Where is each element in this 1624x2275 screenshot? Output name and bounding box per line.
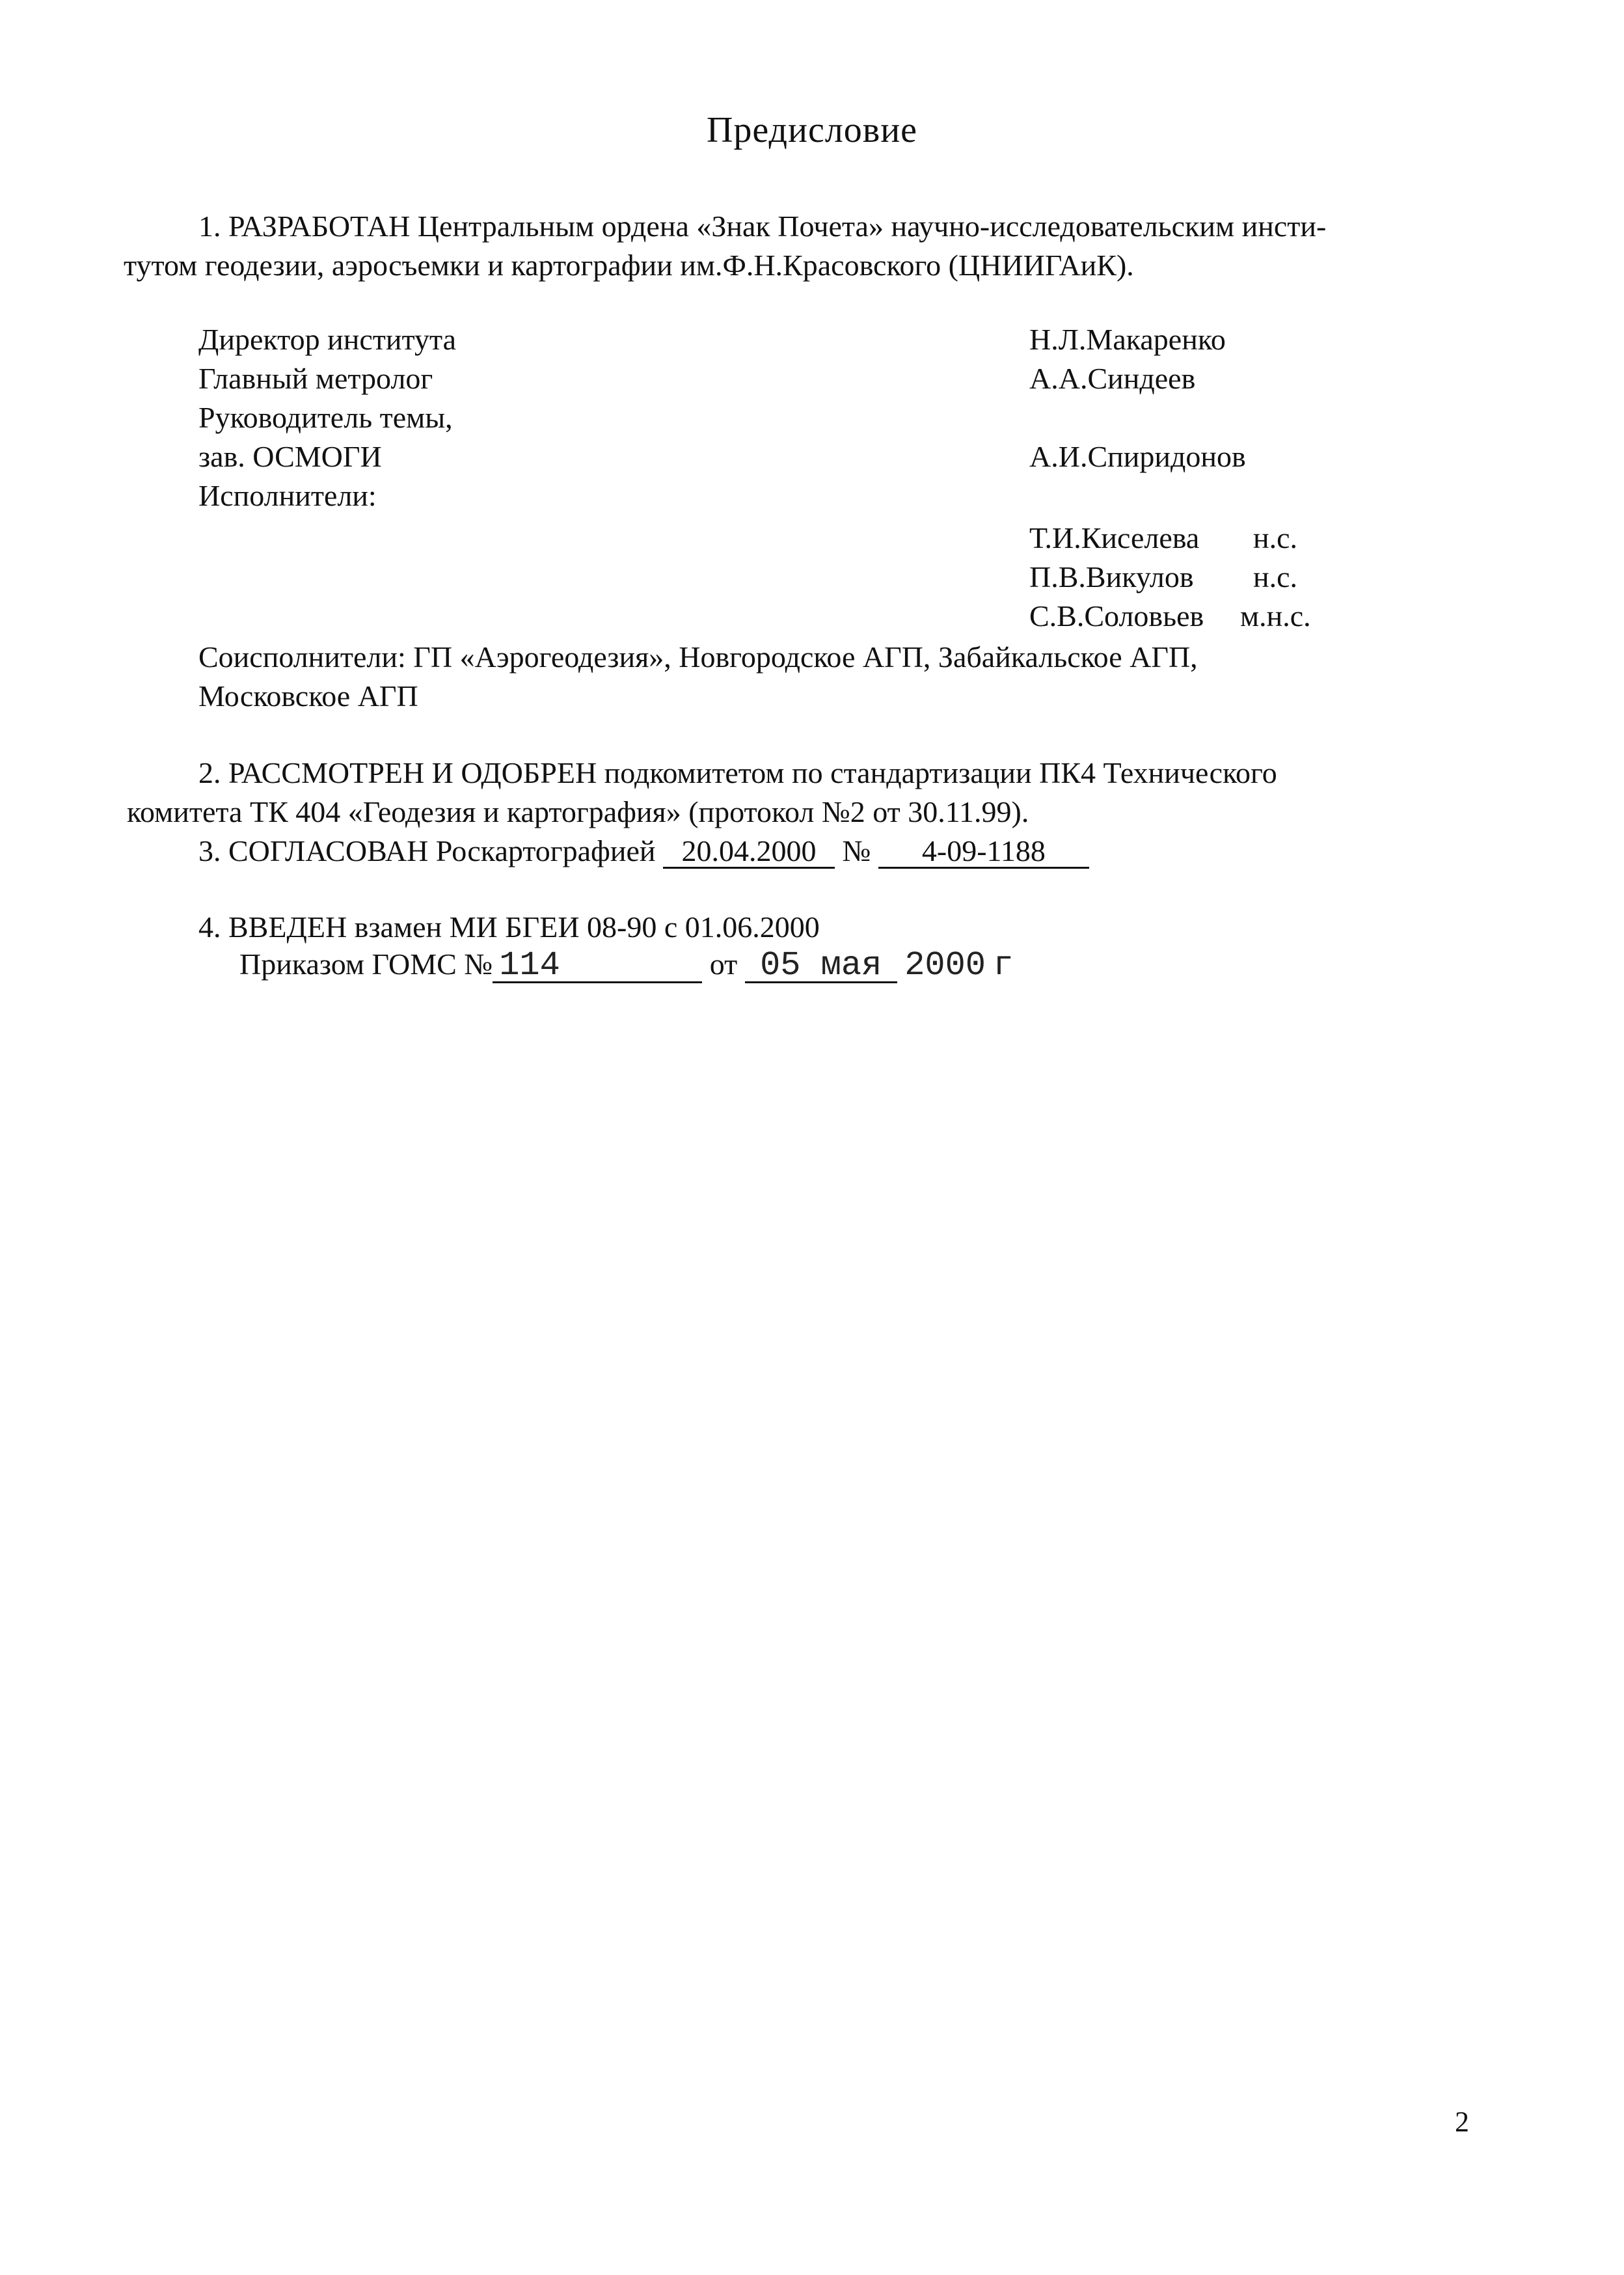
item1-line1: 1. РАЗРАБОТАН Центральным ордена «Знак Почета» научно-исследовательским инсти- <box>198 210 1327 243</box>
page-number: 2 <box>1455 2106 1469 2138</box>
item2-line2: комитета ТК 404 «Геодезия и картография» (протокол №2 от 30.11.99). <box>127 795 1029 828</box>
approval-date-field: 20.04.2000 <box>663 836 835 869</box>
executor-rank-3: м.н.с. <box>1240 599 1311 633</box>
role-director: Директор института <box>198 323 457 356</box>
order-year-suffix: г <box>993 946 1014 985</box>
item4-order-line <box>239 945 1014 985</box>
role-chief-metrologist: Главный метролог <box>198 362 433 395</box>
item1-line2: тутом геодезии, аэросъемки и картографии им.Ф.Н.Красовского (ЦНИИГАиК). <box>124 249 1134 282</box>
item2-line1: 2. РАССМОТРЕН И ОДОБРЕН подкомитетом по стандартизации ПК4 Технического <box>198 756 1277 789</box>
role-department-head: зав. ОСМОГИ <box>198 440 382 473</box>
executor-rank-2: н.с. <box>1253 560 1298 593</box>
item4-line1: 4. ВВЕДЕН взамен МИ БГЕИ 08-90 с 01.06.2000 <box>198 910 820 944</box>
approval-number-field: 4-09-1188 <box>878 836 1089 869</box>
executor-name-1: Т.И.Киселева <box>1029 521 1200 554</box>
order-from-label: от <box>709 947 738 981</box>
item3-prefix: 3. СОГЛАСОВАН Роскартографией <box>198 834 656 867</box>
coexecutors-line2: Московское АГП <box>198 679 418 713</box>
item3-line <box>198 832 1089 871</box>
executor-rank-1: н.с. <box>1253 521 1298 554</box>
role-topic-head: Руководитель темы, <box>198 401 453 434</box>
order-date-field: 05 мая <box>745 950 897 983</box>
coexecutors-line1: Соисполнители: ГП «Аэрогеодезия», Новгородское АГП, Забайкальское АГП, <box>198 640 1198 674</box>
page-title: Предисловие <box>706 110 918 150</box>
order-number-field: 114 <box>493 950 702 983</box>
order-prefix: Приказом ГОМС № <box>239 947 493 981</box>
order-year: 2000 <box>904 946 986 985</box>
executor-name-2: П.В.Викулов <box>1029 560 1194 593</box>
name-chief-metrologist: А.А.Синдеев <box>1029 362 1196 395</box>
role-executors: Исполнители: <box>198 479 377 512</box>
name-department-head: А.И.Спиридонов <box>1029 440 1246 473</box>
executor-name-3: С.В.Соловьев <box>1029 599 1204 633</box>
item3-number-sign: № <box>842 834 871 867</box>
name-director: Н.Л.Макаренко <box>1029 323 1226 356</box>
